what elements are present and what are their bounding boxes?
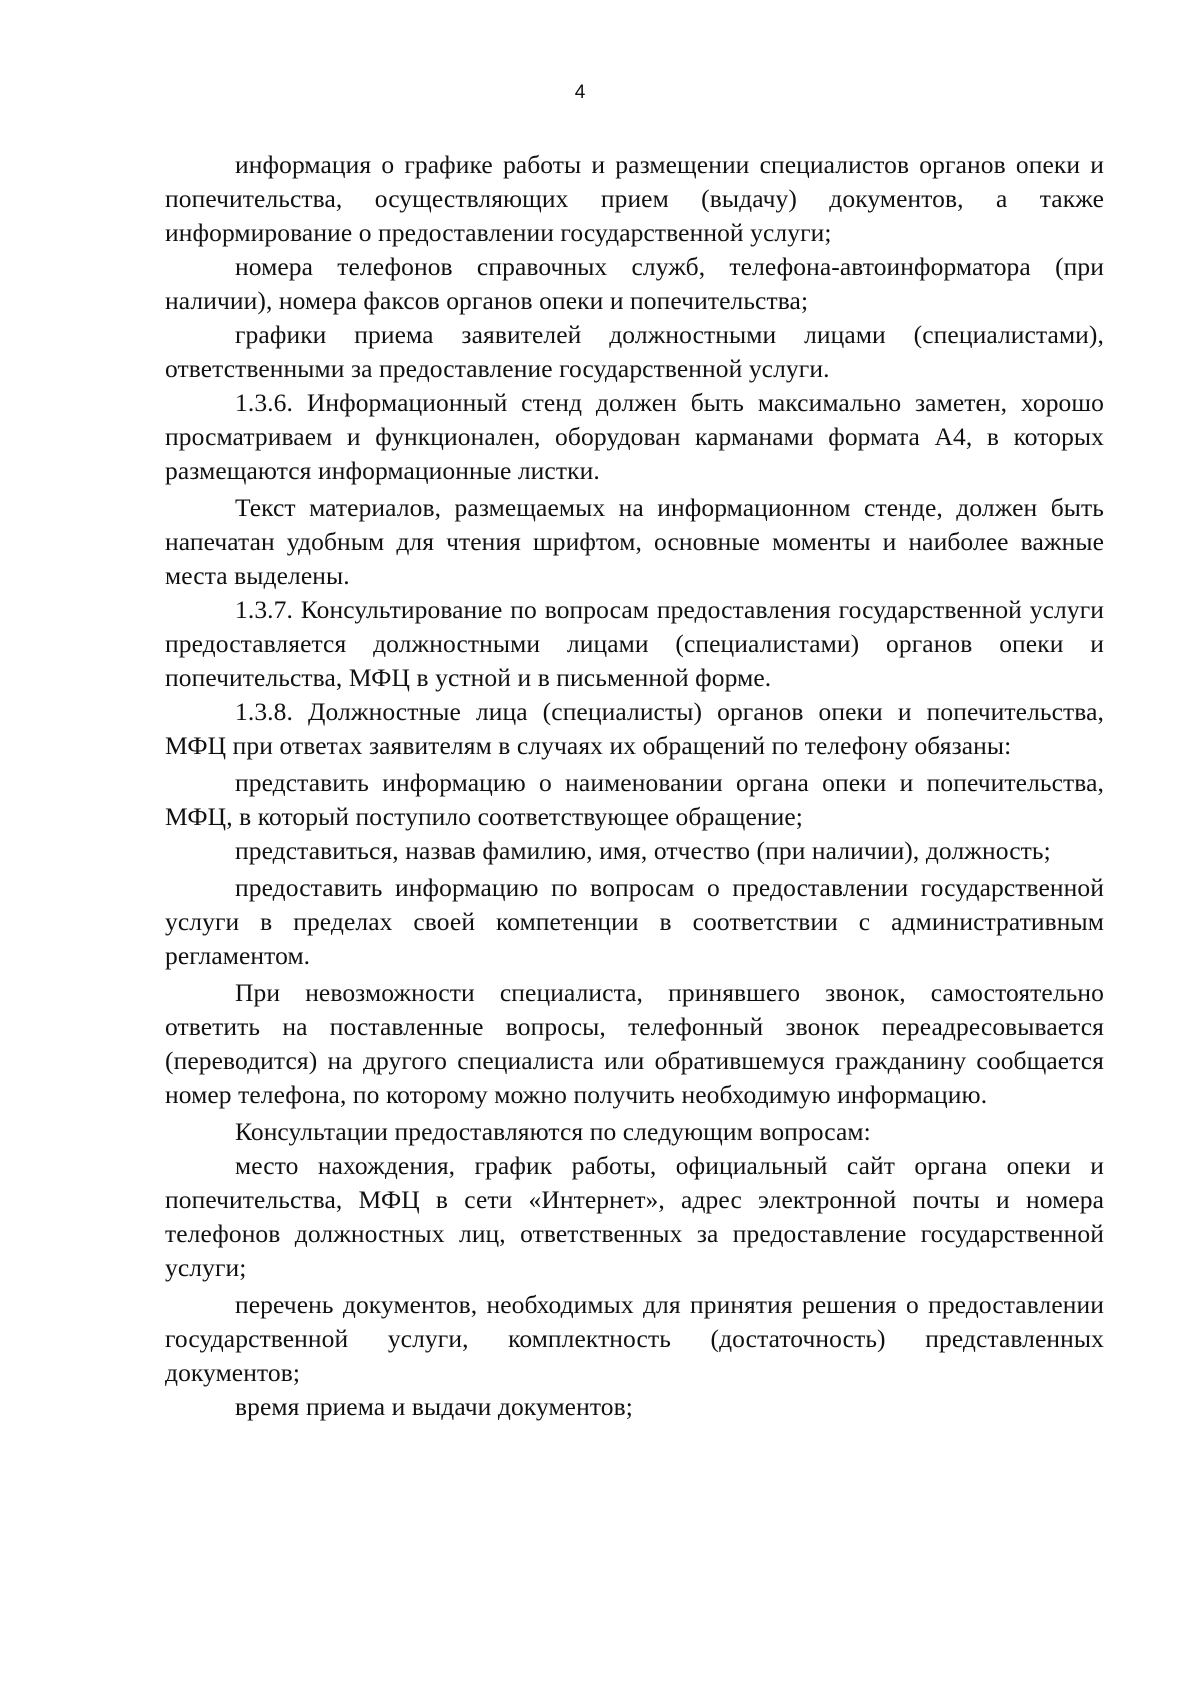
paragraph-phone-numbers: номера телефонов справочных служб, телефона-автоинформатора (при наличии), номера факсов органов опеки и попечительства; <box>165 252 1104 315</box>
paragraph-1-3-8: 1.3.8. Должностные лица (специалисты) органов опеки и попечительства, МФЦ при ответах заявителям в случаях их обращений по телефону обязаны: <box>165 697 1104 760</box>
paragraph-1-3-7: 1.3.7. Консультирование по вопросам предоставления государственной услуги предоставляется должностными лицами (специалистами) органов опеки и попечительства, МФЦ в устной и в письменной форме. <box>165 595 1104 692</box>
paragraph-info-schedule: информация о графике работы и размещении специалистов органов опеки и попечительства, осуществляющих прием (выдачу) документов, а также информирование о предоставлении государственной услуги; <box>165 150 1104 247</box>
paragraph-provide-info: предоставить информацию по вопросам о предоставлении государственной услуги в пределах своей компетенции в соответствии с административным регламентом. <box>165 873 1104 970</box>
paragraph-location: место нахождения, график работы, официальный сайт органа опеки и попечительства, МФЦ в сети «Интернет», адрес электронной почты и номера телефонов должностных лиц, ответственных за предоставление государственной услуги; <box>165 1151 1104 1282</box>
paragraph-document-list: перечень документов, необходимых для принятия решения о предоставлении государственной услуги, комплектность (достаточность) представленных документов; <box>165 1290 1104 1387</box>
document-body <box>165 148 1104 1424</box>
paragraph-call-redirect: При невозможности специалиста, принявшего звонок, самостоятельно ответить на поставленные вопросы, телефонный звонок переадресовывается (переводится) на другого специалиста или обратившемуся гражданину сообщается номер телефона, по которому можно получить необходимую информацию. <box>165 978 1104 1109</box>
paragraph-consultation-topics: Консультации предоставляются по следующим вопросам: <box>235 1117 871 1146</box>
paragraph-1-3-6: 1.3.6. Информационный стенд должен быть максимально заметен, хорошо просматриваем и функционален, оборудован карманами формата А4, в которых размещаются информационные листки. <box>165 388 1104 485</box>
paragraph-reception-time: время приема и выдачи документов; <box>235 1392 633 1421</box>
paragraph-introduce-self: представиться, назвав фамилию, имя, отчество (при наличии), должность; <box>235 836 1051 865</box>
paragraph-stand-text: Текст материалов, размещаемых на информационном стенде, должен быть напечатан удобным для чтения шрифтом, основные моменты и наиболее важные места выделены. <box>165 493 1104 590</box>
paragraph-reception-schedule: графики приема заявителей должностными лицами (специалистами), ответственными за предоставление государственной услуги. <box>165 320 1104 383</box>
page-number: 4 <box>574 82 586 103</box>
paragraph-introduce-organ: представить информацию о наименовании органа опеки и попечительства, МФЦ, в который поступило соответствующее обращение; <box>165 768 1104 831</box>
